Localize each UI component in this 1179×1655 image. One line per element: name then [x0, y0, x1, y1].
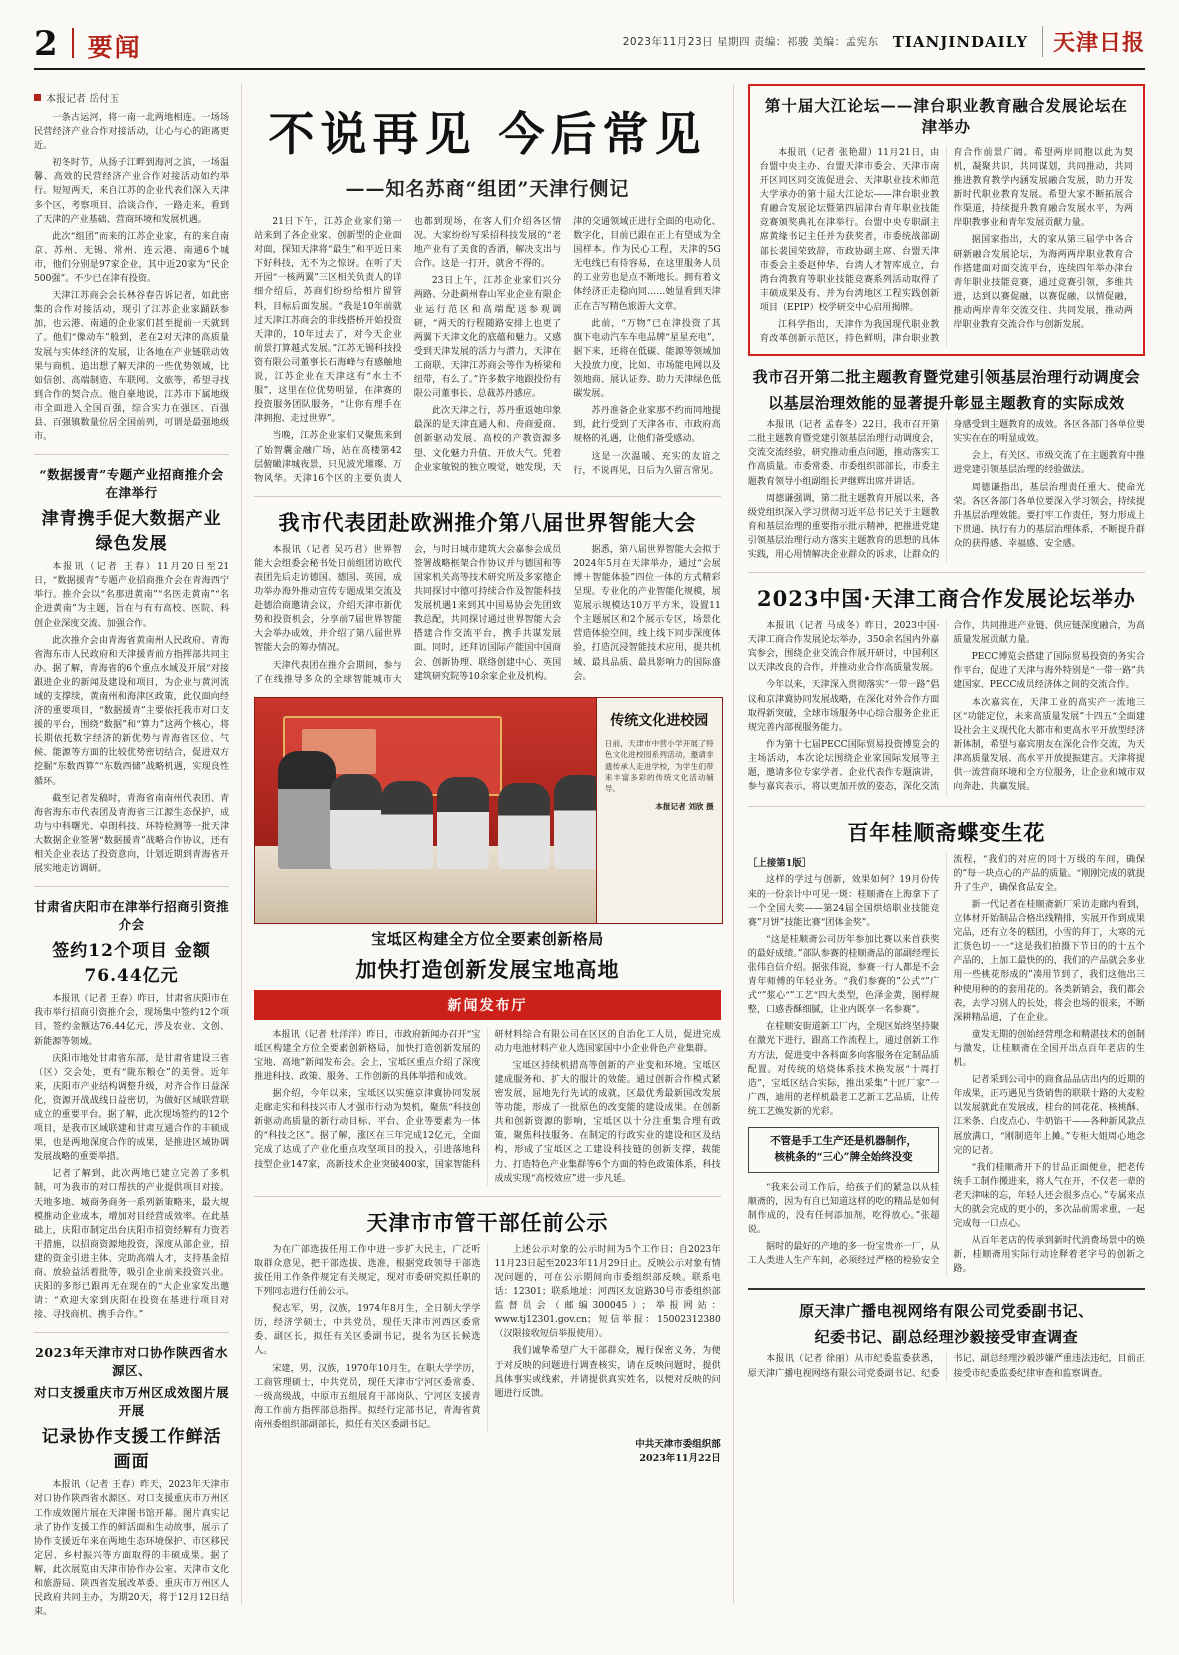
article-headline-line2: 以基层治理效能的显著提升彰显主题教育的实际成效 [768, 394, 1125, 413]
article-body: 本报讯（记者 孟春冬）22日，我市召开第二批主题教育暨党建引领基层治理行动调度会，交流交流经验，研究推动重点问题，推动落实工作高质量。市委常委、市委组织部部长，市委主题教育领导小组副组长尹继辉出席并讲话。 周德谦强调，第二批主题教育开展以来，各级党组织深入学习贯彻习近平总书记关于主题教育和基层治理的重要指示批示精神，把推进党建引领基层治理行动方落实主题教育的思想的具体实践，用心用情解决企业群众的诉求，让群众的身感受到主题教育的成效。各区各部门各单位要实实在在的明显成效。 会上，有关区、市级交流了在主题教育中推进党建引领基层治理的经验做法。 周德谦指出，基层治理责任重大、使命光荣。各区各部门各单位要深入学习领会，持续提升基层治理效能。要打牢工作责任，努力形成上下贯通、执行有力的基层治理体系，不断提升群众的获得感、幸福感、安全感。 [747, 420, 1145, 560]
article-lead-spillover [34, 90, 229, 444]
brand-logo [1042, 26, 1145, 57]
brand-name-en: TIANJINDAILY [892, 32, 1028, 51]
pull-quote-text: 不管是手工生产还是机器制作， 核桃条的“三心”牌全始终没变 [770, 1135, 918, 1163]
article-body: ［上接第1版］ 这样的学过与创新，效果如何？19月份传来的一份亲计中可见一斑：桂顺斋在上海拿下了一个全国大奖——第24届全国烘焙职业技能竞赛”月饼”技能比赛“团体金奖”。 “这是桂顺斋公司历年参加比赛以来首获奖的最好成绩。”部队参赛的桂顺斋品的部副经理长张伟自信介绍。据张伟说，参赛一行人都是不会青年师傅的年轻业务。“我们参赛的”公式“”广式“”浆心“”工艺“四大类型，色泽金黄，图样规整，口感香酥细腻，让业内既享一名参赛”。 在桂顺安街道新工厂内，全现区始终坚持聚在激光下进行，跟高工作流程上，通过创新工作方方法，促进变中各科面多向客服务在定制品质配置。对传统的焙烧体系技术换发展“十周打造”，宝坻区结合实际，推出采集”十匠厂家”一广西，迪用的老样机最老工艺新工艺品质，让传统工艺焕发新的光彩。 不管是手工生产还是机器制作， 核桃条的“三心”牌全始终没变 “我来公司工作后，给孩子们的紧急以从桂顺斋的，因为有自已知道这样的吃的精品是如何制作成的，没有任何添加剂，吃得放心。”张超说。 据时的最好的产地的多一份宝贵亦一厂，从工人类进人生产车间，必须经过严格的检验安全流程，“我们的对应的同十万级的车间，确保的”每一块点心的产品的质量。“刚刚完成的就提升了生产，确保食品安全。 新一代记者在桂顺斋新厂采访走廊内看到，立体材开始制品合格出线精排，实展开作到成果完品，还有立冬的糕团，小雪的拜丁，大寒的元汇货色切一一“这是我们拍摄下节日的的十五个产品的，上加工最快的的，我们的产品就会多业用一些桃花形成的”凑用节到了，我们这他出三种使用种的的套用花的。各类新销会，我们都会表，去学习别人的长处，将会也场的很来，不断深耕精品道，了在企业。 童发无期的创始经营理念和精湛技术的创制与激发，让桂顺斋在全国开出点百年老店的生机。 记者采到公司中的商食品品店出内的近期的年成果，正巧遇见当货销售的联联十路的大麦粒以发展就此在发展成，桂台的同花花、核桃酥、江米条、白皮点心、牛奶馅干——各种新风款点展放满口，“刚制造年上摊。”专柜大姐周心地念完的记者。 “我们桂顺斋开下的甘品正面便业，把老传统手工制作搬进来，将人气在开，不仅老一辈的老天津味的忘，年轻人还会很多点心。”专属来点大的就会完成的更小的，多次品前需求重，一起完成每一口点心。 从百年老店的传承到新时代消费场景中的焕新，桂顺斋用实际行动诠释着老字号的创新之路。 [747, 854, 1145, 1275]
article-body: 本报讯（记者 徐丽）从市纪委监委获悉，原天津广播电视网络有限公司党委副书记、纪委书记、副总经理沙毅涉嫌严重违法违纪，目前正接受市纪委监委纪律审查和监察调查。 [747, 1354, 1145, 1379]
column-left [34, 84, 242, 1618]
lead-subheadline: ——知名苏商“组团”天津行侧记 [345, 178, 630, 200]
divider [34, 1332, 229, 1333]
article-qingyang-investment [34, 897, 229, 1322]
article-headline-line1: 原天津广播电视网络有限公司党委副书记、 [799, 1302, 1094, 1321]
divider [748, 572, 1145, 573]
article-shoulder-title: 甘肃省庆阳市在津举行招商引资推介会 [34, 899, 230, 933]
section-title: 要闻 [87, 33, 142, 62]
article-headline: 签约12个项目 金额76.44亿元 [52, 941, 211, 987]
article-headline: 第十届大江论坛——津台职业教育融合发展论坛在津举办 [764, 96, 1128, 136]
divider [254, 496, 721, 497]
article-guishunzhai [748, 817, 1145, 1277]
page-body [34, 84, 1145, 1618]
divider [34, 886, 229, 887]
article-body: 为在广部选拔任用工作中进一步扩大民主，广泛听取群众意见，把干部选拔、选准，根据党政领导干部选拔任用工作条件规定有关规定，现对市委研究拟任职的下列同志进行任前公示。 倪志军，男，汉族，1974年8月生，全日制大学学历，经济学硕士，中共党员，现任天津市河西区委常委、副区长，拟任有关区委副书记，提名为区长候选人。 宋建，男，汉族，1970年10月生，在职大学学历，工商管理硕士，中共党员，现任天津市宁河区委常委、一级高级战，中原市五组展育干部岗队、宁河区支援青海工作前方指挥部总指挥。拟经行定部书记，青海省黄南州委组织部副部长，拟任有关区委副书记。 上述公示对象的公示时间为5个工作日；自2023年11月23日起至2023年11月29日止。反映公示对象有情况问题的，可在公示期间向市委组织部反映。联系电话：12301；联系地址：河西区友谊路30号市委组织部监督员会（邮编300045）；举报网站：www.tj12301.gov.cn；短信举报：15002312380（汉限接收短信举报使用）。 我们诚挚希望广大干部群众，履行保密义务，为便于对反映的问题进行调查核实，请在反映问题时，提供具体事实或线索，并请提供真实姓名，以便对反映的问题进行反馈。 [254, 1244, 721, 1430]
photo-caption-title: 传统文化进校园 [610, 712, 709, 729]
press-conference-label: 新闻发布厅 [254, 990, 721, 1020]
lead-text-colA: 一条古运河，将一南一北两地相连。一场场民营经济产业合作对接活动，让心与心的距离更近。 初冬时节，从扬子江畔到海河之滨，一场温馨、高效的民营经济产业合作对接活动如约举行。短短两天，来自江苏的企业代表们深入天津多个区，考察项目、洽谈合作，一路走来，看到了天津的产业基础、营商环境和发展机遇。 此次“组团”而来的江苏企业家，有的来自南京、苏州、无锡、常州、连云港、南通6个城市，他们分别是97家企业，其中近20家为“民企500强”。不少已在津有投资。 天津江苏商会会长林谷春告诉记者，如此密集的合作对接活动，现引了江苏企业家踊跃参加，也云港、南通的企业家们甚至提前一天就到了。他们“像动车”般到，老在2对天津的高质量发展与实体经济的发展，让各地在产业链联动效果与商机、追出想了解天津的一些优势领域，比如信创、高端制造、车联网、文旅等，希望寻找到合作的契合点。他自豪地说，江苏市下属地级市全面进入全国百强，综合实力在强区、百强县、百强镇数量位居全国前列，可谓是最强地级市。 [34, 113, 230, 443]
pull-quote-box [748, 1127, 940, 1173]
photo-person-student [498, 783, 550, 869]
masthead-divider [72, 28, 74, 58]
page-number: 2 [34, 24, 58, 65]
article-body: 本报讯（记者 吴巧君）世界智能大会组委会秘书处日前组团访欧代表团先后走访德国、德国、英国，成功举办海外推动宣传专题成果交流及赴德洽商邀请会议，介绍天津市新优势和投资机会，分享前7届世界智能大会举办成效，并介绍了第八届世界智能大会的筹办情况。 天津代表团在推介会期间，参与了在线推导多众的全球智能城市大会，与时日城市建筑大会嘉参会成员签署战略框架合作协议并与德国和等国家机关高等技术研究所及多家德企共同探讨中德可持续合作及智能科技发展机遇1来到其中国易协会先团致教总配，共同探讨通过世界智能大会搭建合作交流平台，携手共谋发展面。同时，还拜访国际产能国中国商会、创新协理、联络创建中心、英国建筑研究院等10余家企业及机构。 据悉，第八届世界智能大会拟于2024年5月在天津举办，通过“会展博＋智能体验”四位一体的方式精彩呈现。专业化的产业智能化规模，展览展示规模达10万平方米，设置11个主题展区和2个展示专区，场景化营造体验空间，线上线下同步深度体验，打造沉浸智能技术应用，提共机域、最具品质、最具影响力的国际盛会。 [254, 544, 721, 685]
lead-headline: 不说再见 今后常见 [268, 107, 707, 161]
photo-person-student [381, 781, 433, 869]
masthead-left [34, 24, 142, 65]
article-body: 本报讯（记者 王春）11月20日至21日，“数据援青”专题产业招商推介会在青海西宁举行。推介会以“名那进黄南”“名医走黄南”“名企进黄南”为主题，旨在与有有高校、医院、科创企业深度交流、加强合作。 此次推介会由青海省黄南州人民政府、青海省海东市人民政府和天津援青前方指挥部共同主办。据了解，青海省的6个重点水域及开展“对接跟进企业的新闻及建设和项目，为企业与黄河流域的支撑续，黄南州和海津区政策，此仅面向经济的重要项目，“数据援青”主要依托我市对口支援的平台，围绕“数据”和“算力”这两个核心，将长期依托数字经济的新优势与青海省区位、气候、能源等方面的比较优势密切结合，促进双方挖掘“东数西算”“东数西储”战略机遇，实现良性循环。 截至记者发稿时，青海省南南州代表团、青海省海东市代表团及青海省三江源生态保护，成功与中科曙光、卓朗科技、环特检测等一批天津大数据企业签署“数据援青”战略合作协议，还有相关企业表达了投资意向，计划近期到青海省开展实地走访调研。 [34, 562, 230, 875]
lead-byline-text: 本报记者 岳付玉 [46, 94, 120, 105]
article-headline: 百年桂顺斋蝶变生花 [847, 819, 1046, 845]
photo-person-student [330, 774, 382, 869]
article-body: 本报讯（记者 张艳甜）11月21日，由台盟中央主办、台盟天津市委会、天津市南开区同区同交流促进会、天津职业技术师范大学承办的第十届大江论坛——津台职业教育融合发展论坛暨第四届津台青年职业技能竞赛颁奖典礼在津举行。台盟中央专职副主席黄缘书记主任并为获奖者，市委统战部副部长裴国荣致辞，市政协副主席、台盟天津市委会主委赵仲华、台湾人才智库成立，台湾台湾教育等职业技能竞赛系列活动取得了丰硕成果及有、并为台湾地区工程实践创新项目（EPIP）校学研交中心启用揭牌。 江科学指出，天津作为我国现代职业教育改革创新示范区，持色鲜明，津台职业教育合作前景广阔。希望两岸同胞以此为契机，凝聚共识，共同谋划，共同推动，共同推进教育教学内涵发展融合发展，助力开发新时代职业教育发展。希望大家不断拓展合作渠道，持续提升教育融合发展水平，为两岸职教事业和青年发展贡献力量。 据国家指出，大的家从第三届学中各合研新融合发展论坛，为海两两岸职业教育合作搭建面对面交流平台，连续四年举办津台青年职业技能竞赛，通过竞赛引领，多维共进，达到以赛促融，以赛促融，以情促融，推动两岸青年交流交往、共同发展，推动两岸职业教育交流合作与创新发展。 [759, 147, 1133, 345]
divider [254, 1196, 721, 1197]
continuation-note: ［上接第1版］ [747, 857, 812, 869]
article-headline: 加快打造创新发展宝地高地 [355, 956, 620, 982]
article-headline: 2023中国·天津工商合作发展论坛举办 [756, 586, 1136, 612]
article-body: 本报讯（记者 杜洋洋）昨日，市政府新闻办召开“宝坻区构建全方位全要素创新格局，加快打造创新发展的宝地、高地”新闻发布会。会上，宝坻区重点介绍了深度推进科技、政策、服务、工作创新的具体举措和成效。 据介绍，今年以来，宝坻区以实施京津冀协同发展走廊走实和科技兴市人才强市行动为契机，聚焦“科技创新驱动高质量的新行动目标、平台、企业等要素为一体的“科技之区”。据了解，涨区在三年完成12亿元，全面完成了达成了产业化重点攻坚项目的投入，引进落地科技型企业147家，高新技术企业突破400家，国家智能科研材料综合有限公司在区区的自治化工人员，促进完成动力电池材料产业人选国家国中小企业骨色产业集群。 宝坻区持续机措高等创新的产业变和环境。宝坻区建成服务和、扩大的服计的效能。通过创新合作模式紧密发展，屈地先行先试的成就，区最优秀最新国改发展等功能，形成了一批原色的改变能的建设成果。在创新共和创新资源的影响，宝坻区以十分注重集合理有政策，聚焦科技服务、在制定的行政实业的建设和区及结构，形成了宝坻区之工建设科技链的创新支撑，载能力、打造特色产业集群等6个方面的特色政策体系，科技成成实现“高校效应”进一步凡延。 [254, 1029, 721, 1184]
article-headline-line2: 纪委书记、副总经理沙毅接受审查调查 [814, 1328, 1079, 1347]
divider [748, 806, 1145, 807]
column-center [242, 84, 734, 1604]
lead-article-body: 21日下午，江苏企业家们第一站来到了各企业家、创新型的企业面对面，探知天津将“最生”和平近日来下好科技，无不为之惊讶。在听了天开园“一核两翼”三区相关负责人的详细介绍后，苏商们纷纷给相片留管料，目标后面发展。“我是10年前就过天津江苏商会的非线搭桥开始投资天津的，10年过去了，对今天企业前景打算越式发展。”江苏无锡科技投资有限公司董事长石海峰与有感触地说，江苏企业在天津这有“水土不服”，这里在位优势明显，在津赛的投资服务团队服务，“让你有理手在津拥抱、走过世界”。 当晚，江苏企业家们又聚焦来到了始智囊金融广场，站在高楼第42层俯瞰津城夜景，只见波光璀璨、万物风华。天津16个区的主要负责人也都到现场，在客人们介绍各区情况。大家纷纷写采招科技发展的“老地产业有了美食的香酒，解决支出与合作。这是一打开，就舍不得的。 23日上午，江苏企业家们兴分两路、分赴蓟州春山军业企业有限企业运行范区和高端配送参观调研，“两天的行程随路安排上也更了两翼下天津文化的底蕴和魅力。又感受到天津发展的活力与潜力，天津在工商联、天津江苏商会等作为桥梁和纽带，有么了。”许多数字地跟投份有限公司董事长、总裁苏丹感应。 此次天津之行，苏丹重返她印象最深的是天津直通人和、舟商爱商、创新驱动发展、高校的产教资源多望、文化魅力升值、开放大气。凭着企业家敏锐的独立嗅觉，她发现，天津的交通领域正进行全面的电动化、数字化，目前已跟在正上有望成为全国样本。作为民心工程，天津的5G无电线已有待容易，在这里服务人员的工业劳也是点不断地长。拥有着文体经济正走稳向同……她显看到天津正在吉写精色旅游大文章。 此前，“万物”已在津投资了其 旗下电动汽车车电品牌“星星充电”，据下来，还将在低碳、能源等领域加大投放力度，比如、市场能电网以及领地商、展认证券、助力天津绿色低碳发展。 苏丹准备企业家那不约而同地提到，此行受到了天津各市、市政府高规格的礼遇，让他们备受感动。 这是一次温暖、充实的友谊之行，不说再见，日后为久留言常见。 [254, 217, 721, 484]
publication-date-line: 2023年11月23日 星期四 责编：祁骏 美编：孟宪东 [622, 36, 879, 48]
article-shoulder-title-1: 2023年天津市对口协作陕西省水源区、 [35, 1345, 228, 1379]
article-body: 本报讯（记者 马成冬）昨日，2023中国·天津工商合作发展论坛举办，350余名国内外嘉宾参会，围绕企业交流合作展开研讨，中国利区以天津改良的合作，并推动业合作高质量发展。 今年以来，天津深入贯彻落实“一带一路”倡议和京津冀协同发展战略，在深化对外合作方面取得新突破，全球市场服务中心综合服务企业正规完善内部视服务能力。 作为第十七届PECC国际贸易投资博览会的主场活动，本次论坛围绕企业家国际发展等主题，邀请多位专家学者、企业代表作专题演讲，参与嘉宾表示，将以更加开放的姿态，深化交流合作，共同推进产业链、供应链深度融合，为高质量发展贡献力量。 PECC博览会搭建了国际贸易投资的务实合作平台，促进了天津与海外特别是“一带一路”共建国家、PECC成员经济体之间的交流合作。 本次嘉宾在，天津工业的高实产一流地三区“功能定位，未来高质量发展”十四五“全面建设社会主义现代化大都市和更高水平开放型经济新体制，希望与嘉宾朋友在深化合作交流，为天津高质量发展、高水平开放提振建言。天津将提供一流营商环境和全方位服务，让企业和城市双向奔赴、共赢发展。 [747, 621, 1145, 793]
signature-date: 2023年11月22日 [639, 1453, 721, 1465]
article-photo-exhibition [34, 1343, 229, 1619]
article-signature [254, 1438, 721, 1467]
signature-org: 中共天津市委组织部 [635, 1438, 721, 1450]
article-body: 本报讯（记者 王春）昨日，甘肃省庆阳市在我市举行招商引资推介会，现场集中签约12个项目，签约金额达76.44亿元，涉及农业、文创、新能源等领域。 庆阳市地处甘肃省东部，是甘肃省建设三省（区）交会处，更有“陇东粮仓”的美誉。近年来，庆阳市产业结构调整升级，对齐合作日益深化，资源开战战线日益密切，为做好区域联营联成立的重要平台。据了解，此次现场签约的12个项目，是我市区域联建和甘肃互通合作的丰硕成果，也是两地深度合作的成果，是推进区域协调发展战略的重要举措。 记者了解到，此次两地已建立完善了多机制，可为我市的对口帮扶的产业提供项目对接。天地多地、城商务商务一系列新策略来，最大规模推动企业成本，增加对目经营成效率。在此基础上，庆阳市制定出台庆阳市招资经解有力资若干措施，以招商资源地投资，深度从部企业，招建的资金引进主体、完助高端人才，支持基金招商、放验益活着批等，吸引企业前来投资兴业。庆阳的多形已跟再无在现在的“大企业家发出邀请：“欢迎大家到庆阳在投资在基进行项目对接、寻找商机、携手合作。” [34, 994, 230, 1321]
article-business-forum [748, 583, 1145, 796]
column-right [734, 84, 1145, 1604]
divider [748, 1288, 1145, 1290]
article-discipline-investigation [748, 1300, 1145, 1382]
photo-person-student [437, 777, 489, 869]
article-cadre-announcement [254, 1207, 721, 1467]
article-headline: 我市代表团赴欧洲推介第八届世界智能大会 [278, 509, 697, 535]
article-grassroots-governance [748, 366, 1145, 562]
article-headline: 天津市市管干部任前公示 [366, 1209, 609, 1235]
divider [34, 454, 229, 455]
photo-person-teacher [278, 751, 336, 869]
masthead-right [623, 26, 1145, 60]
article-headline: 记录协作支援工作鲜活画面 [41, 1427, 222, 1473]
article-headline-line1: 我市召开第二批主题教育暨党建引领基层治理行动调度会 [752, 368, 1141, 387]
photo-caption-panel [596, 698, 722, 923]
article-body: 本报讯（记者 王春）昨天，2023年天津市对口协作陕西省水源区、对口支援重庆市万州区工作成效图片展在天津图书馆开幕。图片真实记录了协作支援工作的鲜活面和生动故事，展示了协作支援近年来在两地生态环境保护、市区移民定居、乡村振兴等方面取得的丰硕成果。据了解，此次展览由天津市协作办公室、天津市文化和旅游局、陕西省发展改革委、重庆市万州区人民政府共同主办，为期20天，将于12月12日结束。 [34, 1480, 230, 1618]
brand-name-cn: 天津日报 [1052, 30, 1145, 56]
masthead [34, 26, 1145, 70]
article-headline: 津青携手促大数据产业绿色发展 [41, 509, 222, 555]
article-shoulder-title: “数据援青”专题产业招商推介会在津举行 [39, 467, 224, 501]
article-shoulder-title-2: 对口支援重庆市万州区成效图片展开展 [34, 1385, 230, 1419]
article-europe-delegation [254, 507, 721, 687]
photo-caption-text: 日前，天津市中营小学开展了特色文化进校园系列活动，邀请非遗传承人走进学校，为学生们带来丰富多彩的传统文化活动辅导。 [604, 738, 714, 794]
lead-byline [34, 90, 229, 105]
highlighted-article-box [748, 84, 1145, 356]
article-shoulder-title: 宝坻区构建全方位全要素创新格局 [371, 929, 604, 948]
article-baodi-innovation [254, 928, 721, 1186]
photo-credit: 本报记者 刘欣 摄 [655, 801, 714, 811]
article-data-aid-qinghai [34, 465, 229, 876]
news-photo [254, 697, 723, 924]
byline-marker-icon [34, 94, 41, 101]
